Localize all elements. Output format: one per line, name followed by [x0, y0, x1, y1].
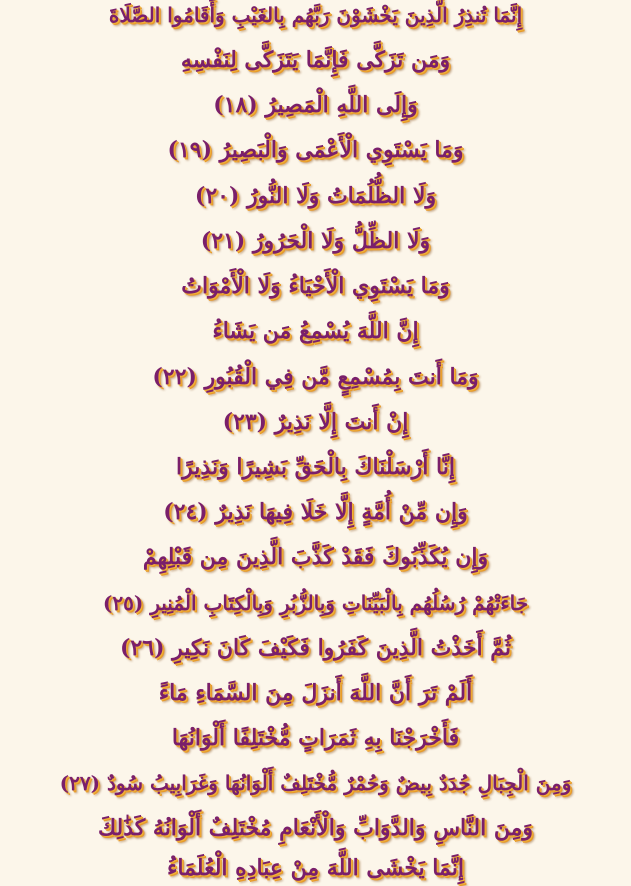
verse-line-1: إِنَّمَا تُنذِرُ الَّذِينَ يَخْشَوْنَ رَبَّهُم بِالغَيْبِ وَأَقَامُوا الصَّلَاةَ: [108, 3, 523, 27]
verse-line-19: وَمِنَ النَّاسِ وَالدَّوَابِّ وَالْأَنْعَامِ مُخْتَلِفٌ أَلْوَانُهُ كَذَٰلِكَ: [97, 815, 534, 841]
verse-line-10: إِنْ أَنتَ إِلَّا نَذِيرٌ (٢٣): [222, 409, 409, 435]
verse-line-11: إِنَّا أَرْسَلْنَاكَ بِالْحَقِّ بَشِيرًا وَنَذِيرًا: [176, 454, 455, 480]
verse-line-4: وَمَا يَسْتَوِي الْأَعْمَى وَالْبَصِيرُ (١٩): [167, 137, 464, 163]
verse-line-18: وَمِنَ الْجِبَالِ جُدَدٌ بِيضٌ وَحُمْرٌ مُّخْتَلِفٌ أَلْوَانُهَا وَغَرَابِيبُ سُودٌ (٢٧): [59, 771, 572, 795]
verse-line-17: فَأَخْرَجْنَا بِهِ ثَمَرَاتٍ مُّخْتَلِفًا أَلْوَانُهَا: [171, 725, 460, 751]
verse-line-6: وَلَا الظِّلُّ وَلَا الْحَرُورُ (٢١): [200, 228, 431, 254]
verse-line-13: وَإِن يُكَذِّبُوكَ فَقَدْ كَذَّبَ الَّذِينَ مِن قَبْلِهِمْ: [142, 544, 489, 570]
verse-line-12: وَإِن مِّنْ أُمَّةٍ إِلَّا خَلَا فِيهَا نَذِيرٌ (٢٤): [163, 499, 468, 525]
verse-line-15: ثُمَّ أَخَذْتُ الَّذِينَ كَفَرُوا فَكَيْفَ كَانَ نَكِيرِ (٢٦): [120, 635, 511, 661]
verse-line-9: وَمَا أَنتَ بِمُسْمِعٍ مَّن فِي الْقُبُورِ (٢٢): [152, 364, 479, 390]
verse-line-20: إِنَّمَا يَخْشَى اللَّهَ مِنْ عِبَادِهِ الْعُلَمَاءُ: [167, 855, 464, 881]
verse-line-2: وَمَن تَزَكَّى فَإِنَّمَا يَتَزَكَّى لِنَفْسِهِ: [180, 47, 451, 73]
verse-line-8: إِنَّ اللَّهَ يُسْمِعُ مَن يَشَاءُ: [212, 318, 419, 344]
verse-line-3: وَإِلَى اللَّهِ الْمَصِيرُ (١٨): [213, 92, 418, 118]
verse-line-5: وَلَا الظُّلُمَاتُ وَلَا النُّورُ (٢٠): [194, 183, 437, 209]
verse-line-7: وَمَا يَسْتَوِي الْأَحْيَاءُ وَلَا الْأَمْوَاتُ: [181, 273, 450, 299]
verse-line-16: أَلَمْ تَرَ أَنَّ اللَّهَ أَنزَلَ مِنَ السَّمَاءِ مَاءً: [158, 680, 473, 706]
verse-line-14: جَاءَتْهُمْ رُسُلُهُم بِالْبَيِّنَاتِ وَبِالزُّبُرِ وَبِالْكِتَابِ الْمُنِيرِ (٢٥): [102, 591, 529, 615]
